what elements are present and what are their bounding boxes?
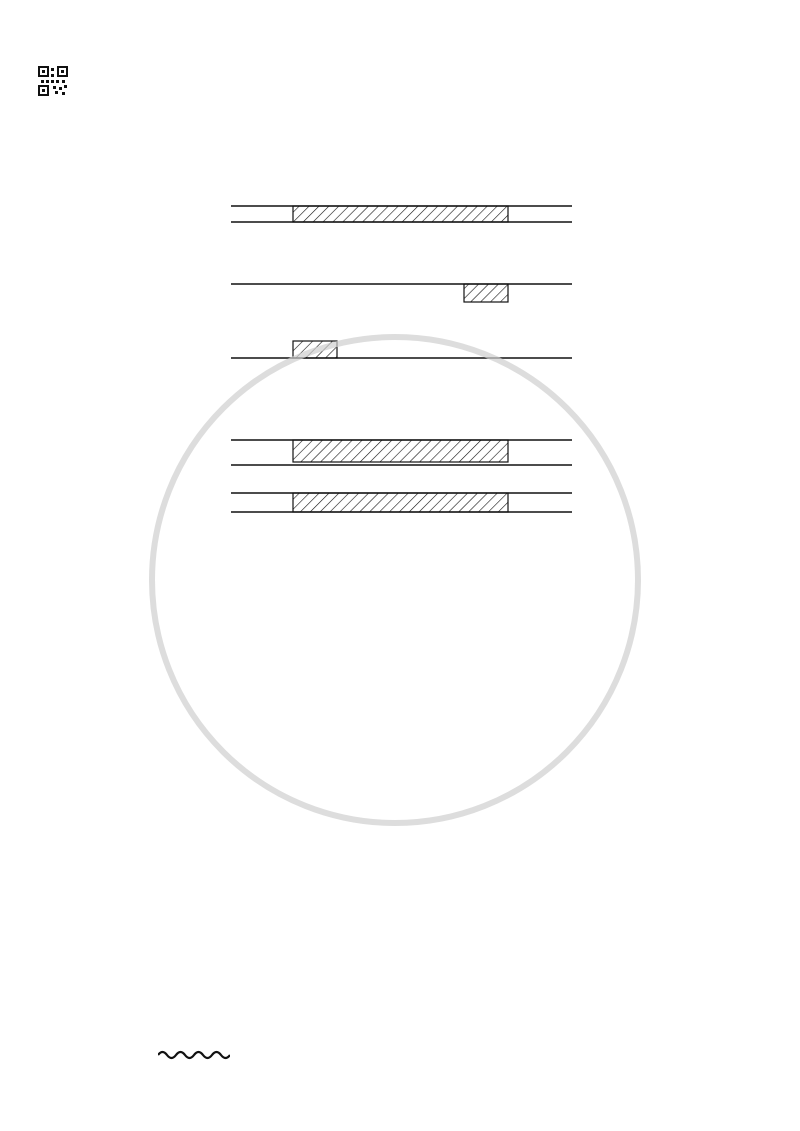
step-q-primer-top xyxy=(464,284,508,302)
step-r-extended-strand-2 xyxy=(293,493,508,512)
step-q-primer-bottom xyxy=(293,341,337,358)
step-p-dsdna-block xyxy=(293,206,508,222)
step-r-extended-strand-1 xyxy=(293,440,508,462)
wavy-line-icon xyxy=(158,1049,230,1061)
qr-code-icon xyxy=(38,66,68,96)
pcr-diagram xyxy=(0,180,800,540)
